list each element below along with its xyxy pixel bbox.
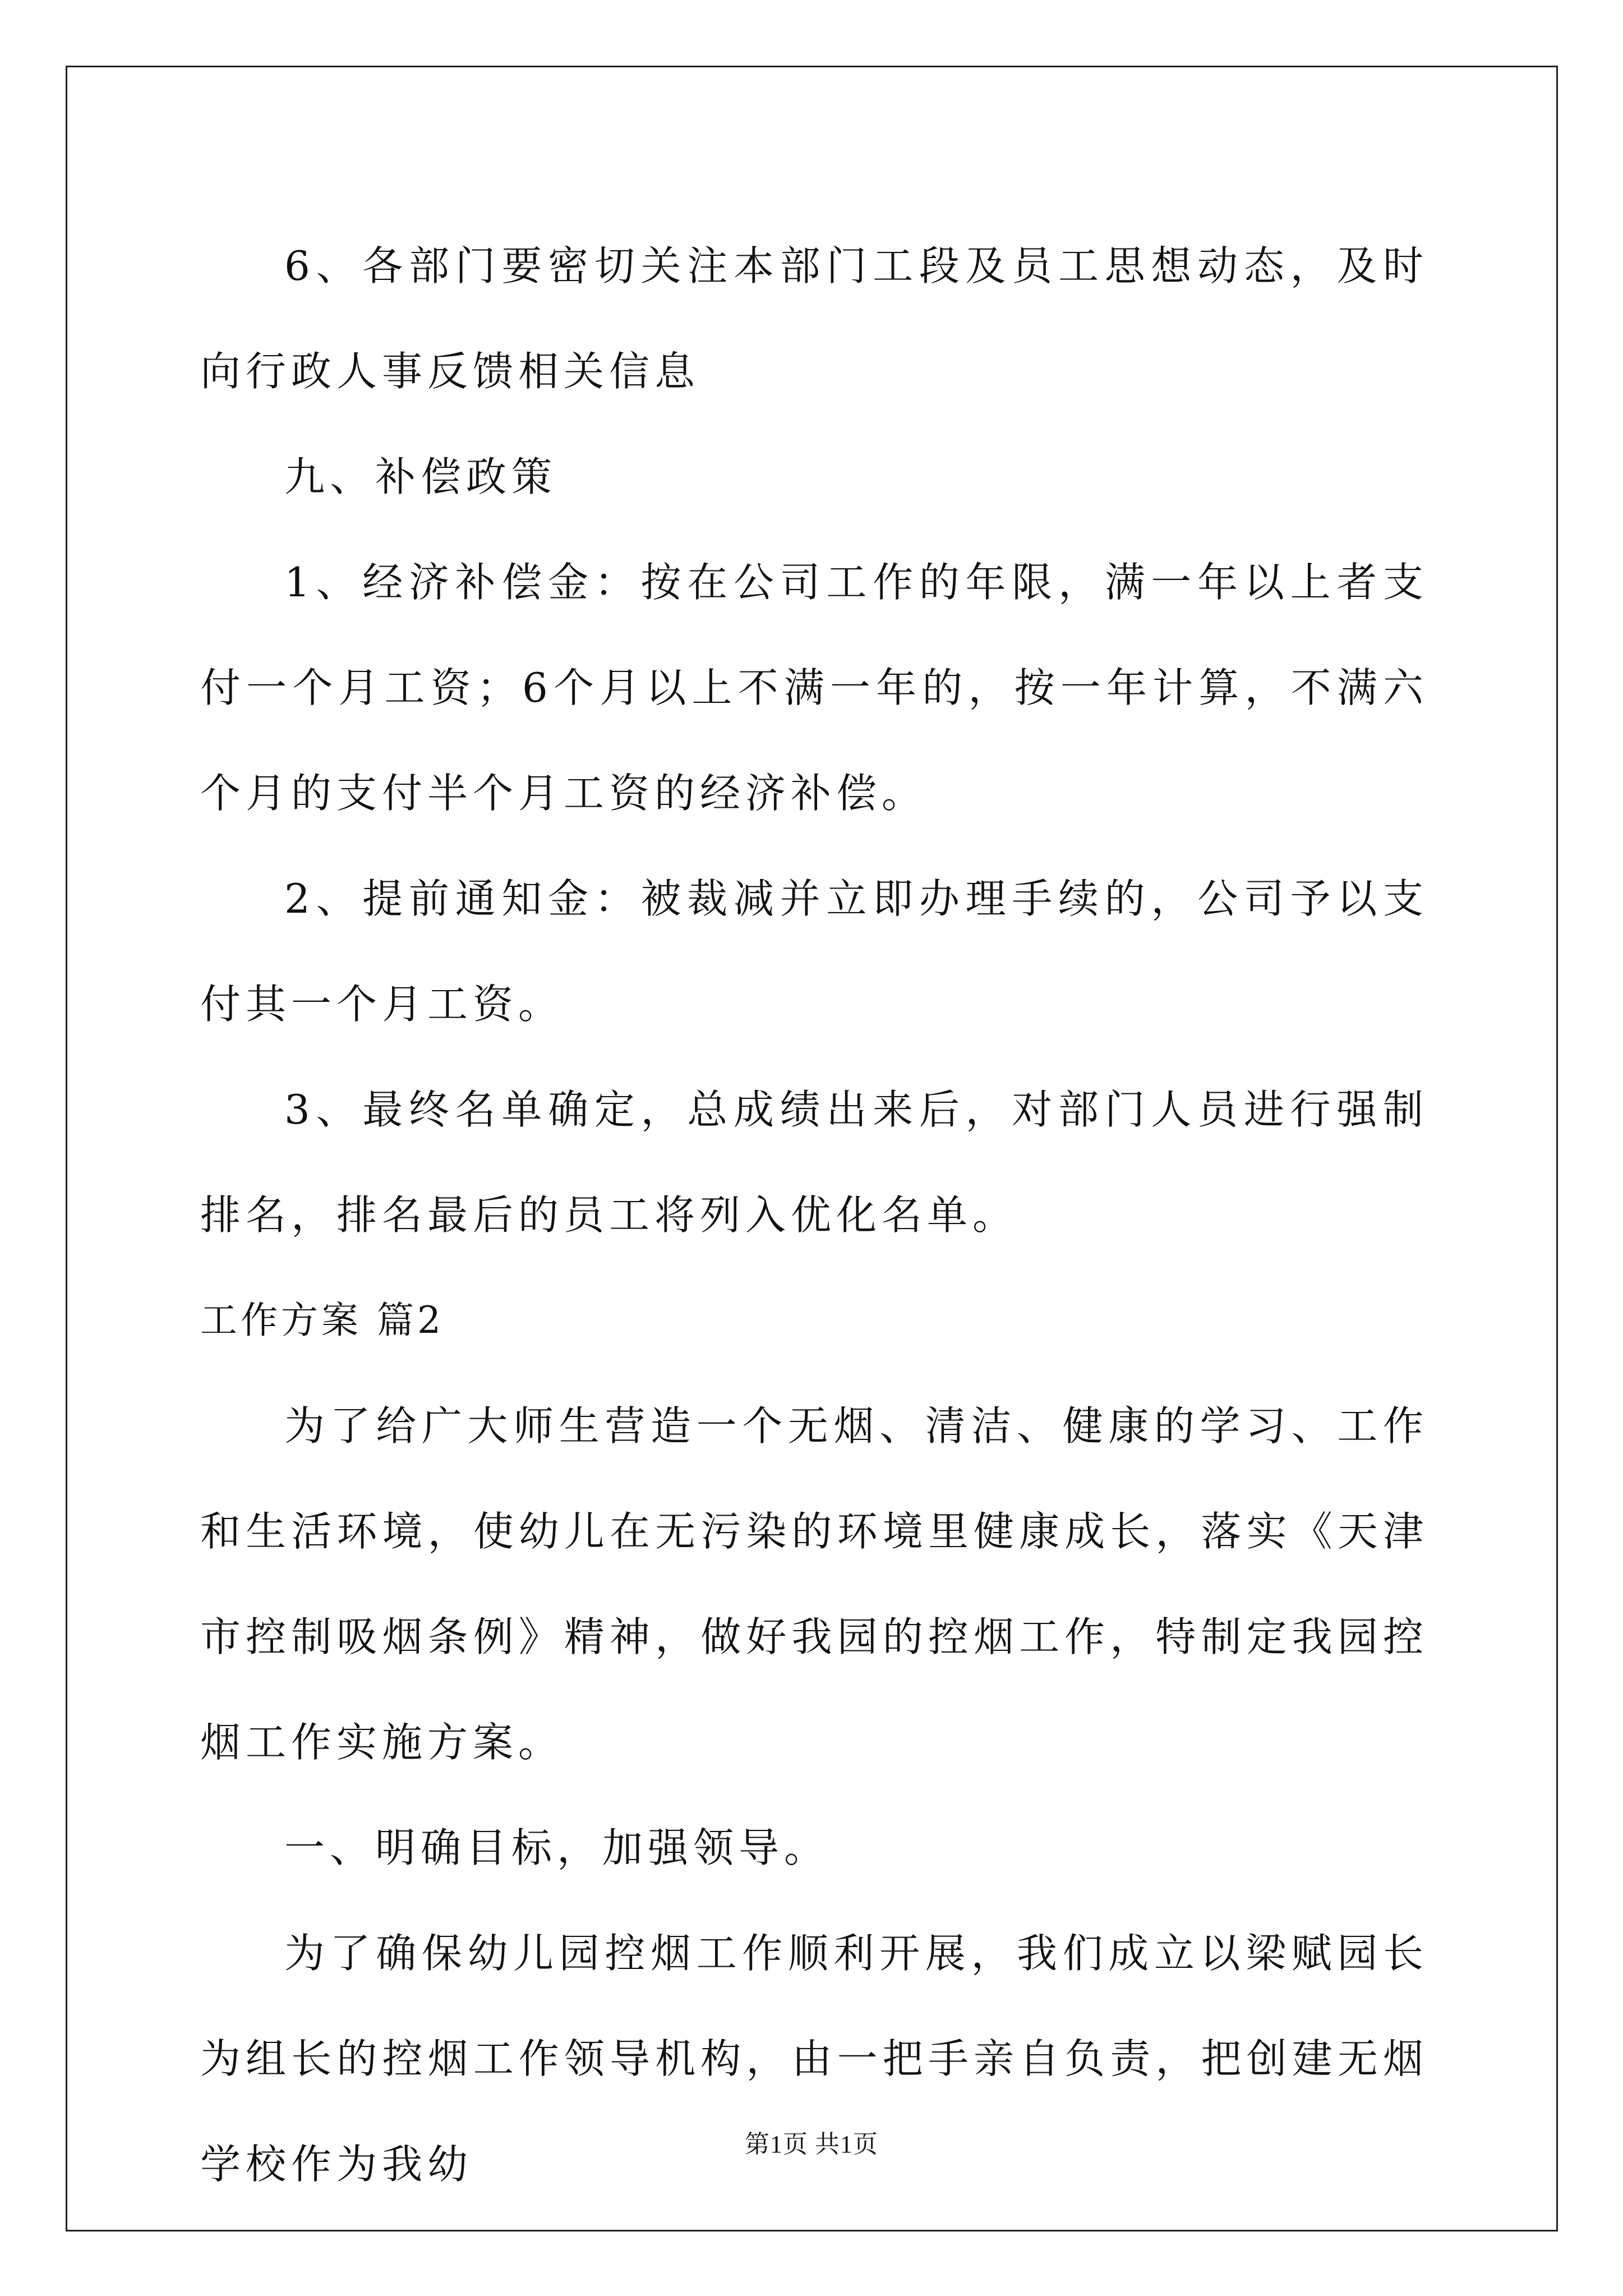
paragraph: 为了给广大师生营造一个无烟、清洁、健康的学习、工作和生活环境，使幼儿在无污染的环境里健康成长，落实《天津市控制吸烟条例》精神，做好我园的控烟工作，特制定我园控烟工作实施方案。 [200, 1402, 1428, 1766]
section-title: 一、明确目标，加强领导。 [284, 1824, 830, 1871]
paragraph: 为了确保幼儿园控烟工作顺利开展，我们成立以梁赋园长为组长的控烟工作领导机构，由一把手亲自负责，把创建无烟学校作为我幼 [200, 1930, 1428, 2188]
section-title: 九、补偿政策 [284, 453, 557, 500]
section-heading: 工作方案 篇2 [200, 1299, 444, 1342]
page-footer: 第1页 共1页 [745, 2131, 878, 2158]
paragraph: 3、最终名单确定，总成绩出来后，对部门人员进行强制排名，排名最后的员工将列入优化名单。 [200, 1086, 1428, 1239]
paragraph: 6、各部门要密切关注本部门工段及员工思想动态，及时向行政人事反馈相关信息 [200, 242, 1428, 395]
paragraph: 1、经济补偿金：按在公司工作的年限，满一年以上者支付一个月工资；6个月以上不满一年的，按一年计算，不满六个月的支付半个月工资的经济补偿。 [200, 559, 1428, 817]
document-body [200, 213, 1428, 2217]
paragraph: 2、提前通知金：被裁减并立即办理手续的，公司予以支付其一个月工资。 [200, 875, 1428, 1028]
